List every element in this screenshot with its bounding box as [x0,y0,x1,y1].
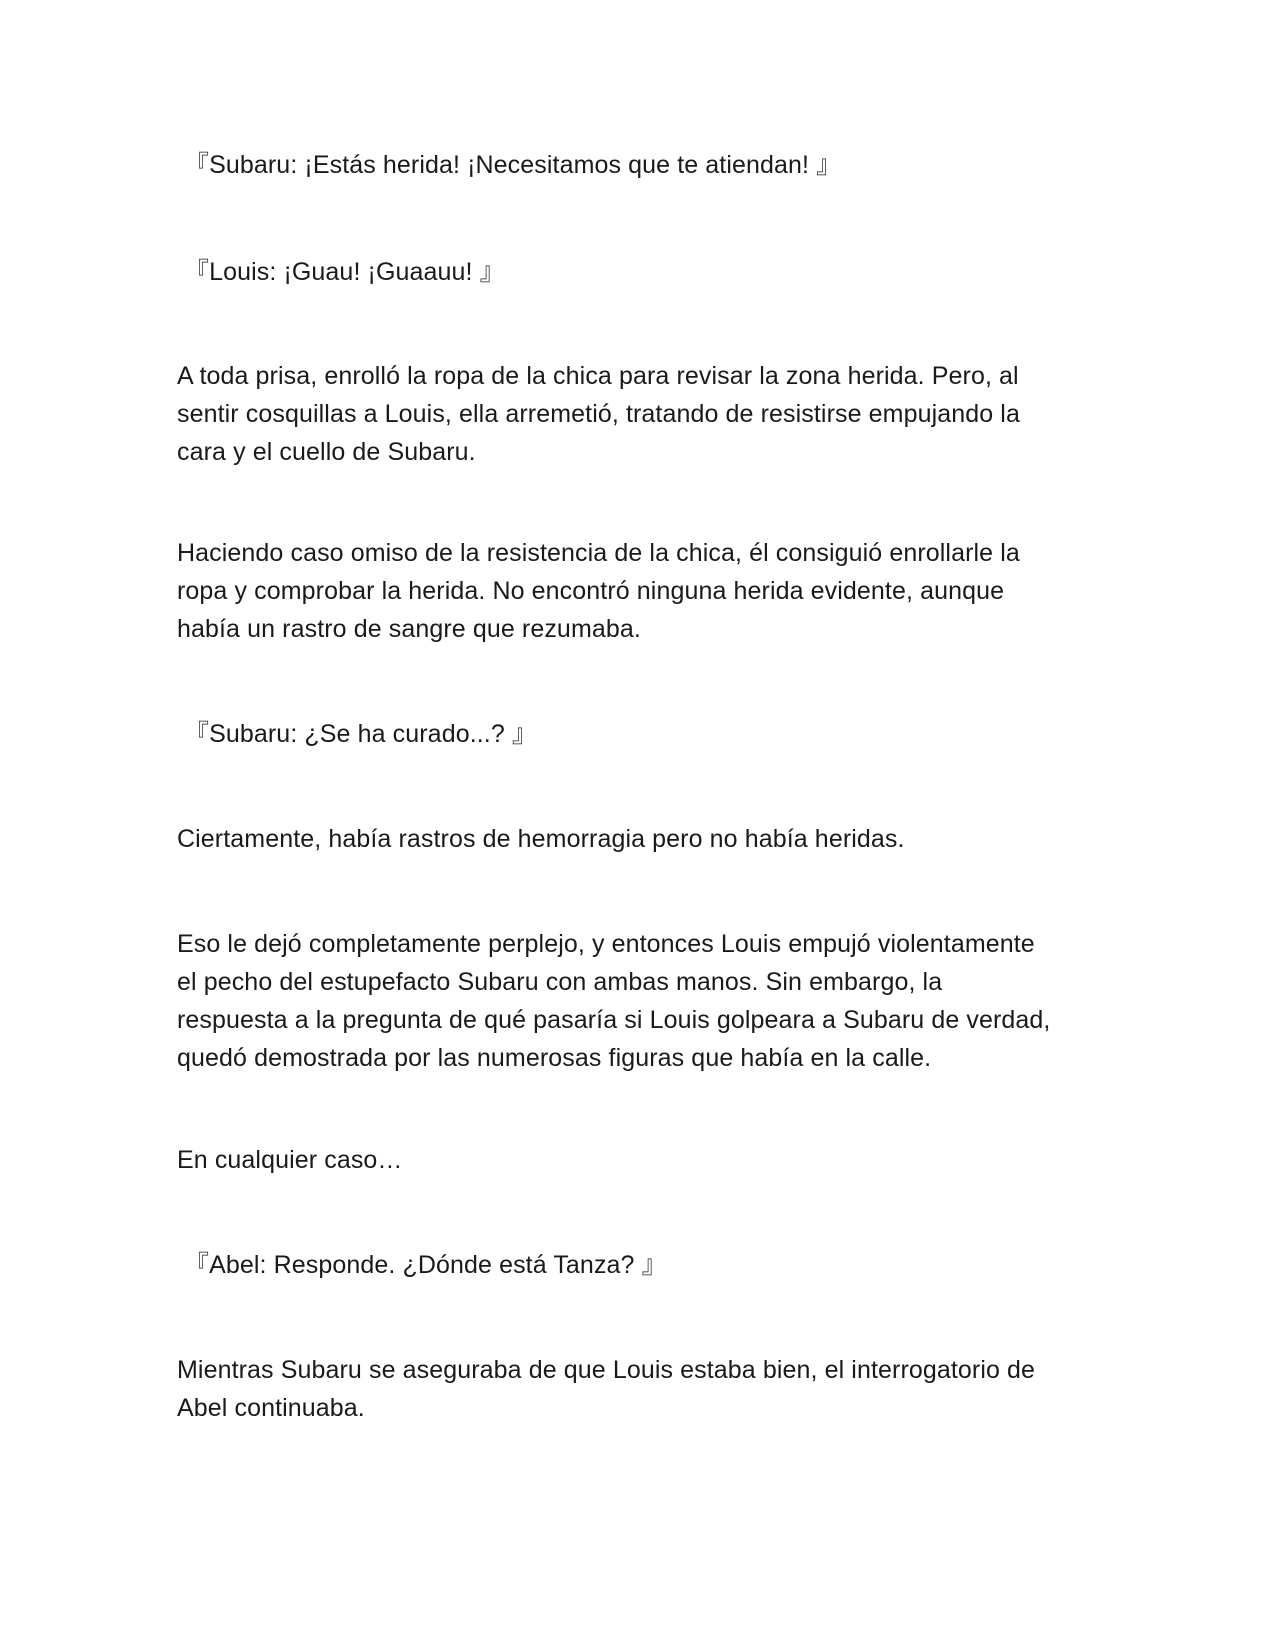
text-line: A toda prisa, enrolló la ropa de la chica para revisar la zona herida. Pero, al [177,362,1019,390]
text-line: En cualquier caso… [177,1146,403,1174]
text-line: quedó demostrada por las numerosas figuras que había en la calle. [177,1044,932,1072]
text-line: 『Abel: Responde. ¿Dónde está Tanza? 』 [184,1251,667,1279]
text-line: Ciertamente, había rastros de hemorragia pero no había heridas. [177,825,905,853]
text-line: ropa y comprobar la herida. No encontró ninguna herida evidente, aunque [177,577,1005,605]
text-line: Abel continuaba. [177,1394,365,1422]
narration-paragraph-6 [177,1351,1107,1427]
narration-paragraph-2 [177,534,1107,648]
text-line: había un rastro de sangre que rezumaba. [177,615,641,643]
text-line: 『Louis: ¡Guau! ¡Guaauu! 』 [184,258,505,286]
text-line: respuesta a la pregunta de qué pasaría si Louis golpeara a Subaru de verdad, [177,1006,1051,1034]
text-line: el pecho del estupefacto Subaru con ambas manos. Sin embargo, la [177,968,943,996]
dialogue-subaru-herida [184,146,1114,184]
text-line: cara y el cuello de Subaru. [177,438,476,466]
dialogue-louis-guau [184,253,1114,291]
text-line: Eso le dejó completamente perplejo, y entonces Louis empujó violentamente [177,930,1035,958]
dialogue-abel-tanza [184,1246,1114,1284]
dialogue-subaru-curado [184,715,1114,753]
text-line: Haciendo caso omiso de la resistencia de la chica, él consiguió enrollarle la [177,539,1020,567]
narration-paragraph-3 [177,820,1107,858]
text-line: 『Subaru: ¡Estás herida! ¡Necesitamos que te atiendan! 』 [184,151,842,179]
text-line: sentir cosquillas a Louis, ella arremetió, tratando de resistirse empujando la [177,400,1020,428]
text-line: Mientras Subaru se aseguraba de que Louis estaba bien, el interrogatorio de [177,1356,1036,1384]
text-line: 『Subaru: ¿Se ha curado...? 』 [184,720,537,748]
narration-paragraph-4 [177,925,1107,1077]
narration-paragraph-5 [177,1141,1107,1179]
narration-paragraph-1 [177,357,1107,471]
